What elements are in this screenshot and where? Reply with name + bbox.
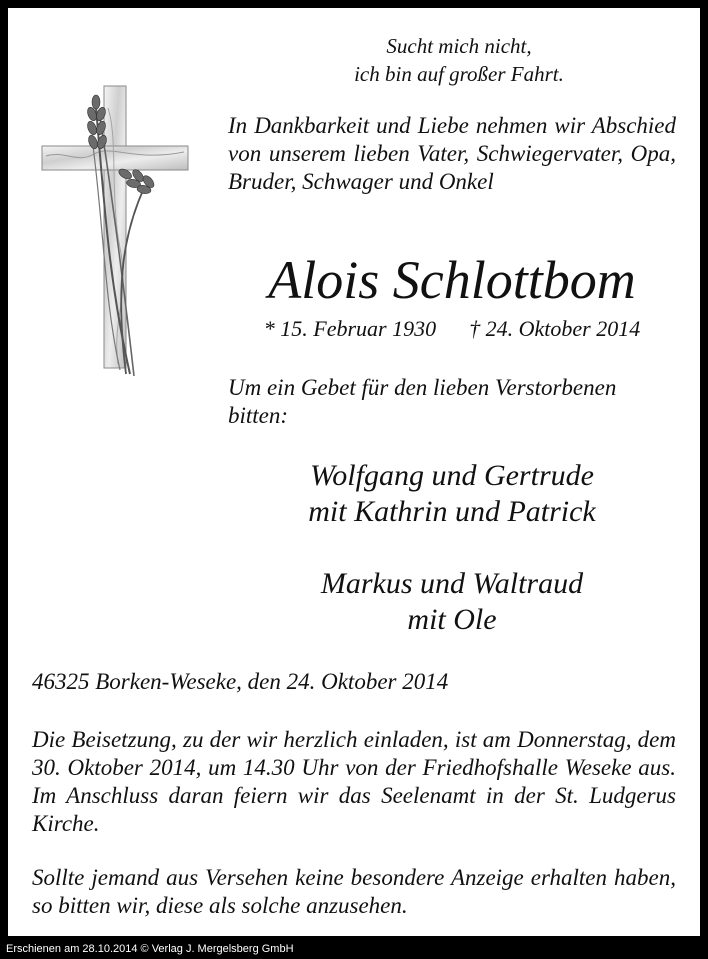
motto-line-2: ich bin auf großer Fahrt. xyxy=(354,62,564,86)
family-group-2 xyxy=(228,566,676,638)
family-2-line-2: mit Ole xyxy=(407,603,497,636)
family-1-line-2: mit Kathrin und Patrick xyxy=(308,495,596,528)
cross-with-wheat-icon xyxy=(34,78,194,378)
notice-text: Sollte jemand aus Versehen keine besondere Anzeige erhalten haben, so bitten wir, diese als solche anzusehen. xyxy=(32,865,676,918)
prayer-request: Um ein Gebet für den lieben Verstorbenen bitten: xyxy=(228,375,617,428)
intro-text: In Dankbarkeit und Liebe nehmen wir Abschied von unserem lieben Vater, Schwiegervater, Opa, Bruder, Schwager und Onkel xyxy=(228,113,676,194)
obituary-paper xyxy=(8,8,700,936)
place-and-date: 46325 Borken-Weseke, den 24. Oktober 2014 xyxy=(32,669,449,694)
death-date: † 24. Oktober 2014 xyxy=(469,316,641,341)
motto-line-1: Sucht mich nicht, xyxy=(386,34,532,58)
family-group-1 xyxy=(228,458,676,530)
birth-date: * 15. Februar 1930 xyxy=(263,316,437,341)
funeral-details: Die Beisetzung, zu der wir herzlich einladen, ist am Donnerstag, dem 30. Oktober 2014, um 14.30 Uhr von der Friedhofshalle Weseke aus. Im Anschluss daran feiern wir das Seelenamt in der St. Ludgerus Kirche. xyxy=(32,727,676,836)
publication-footer: Erschienen am 28.10.2014 © Verlag J. Mergelsberg GmbH xyxy=(6,943,294,955)
family-2-line-1: Markus und Waltraud xyxy=(320,567,584,600)
life-dates xyxy=(228,315,676,343)
family-1-line-1: Wolfgang und Gertrude xyxy=(310,459,594,492)
deceased-name: Alois Schlottbom xyxy=(268,250,636,310)
motto xyxy=(8,32,700,88)
